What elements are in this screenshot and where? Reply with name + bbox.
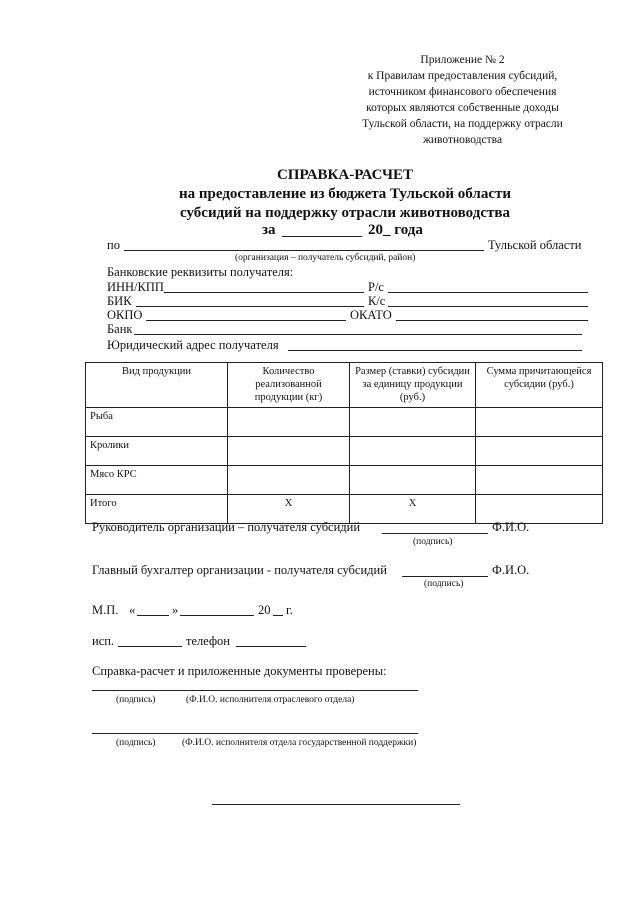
- head-label: Руководитель организации – получателя субсидий: [92, 520, 361, 534]
- dept-executor-hint: (Ф.И.О. исполнителя отраслевого отдела): [186, 695, 355, 705]
- bik-label: БИК: [107, 294, 132, 308]
- cell-sum[interactable]: [476, 437, 603, 466]
- date-year-prefix: 20: [258, 603, 271, 617]
- rs-label: Р/с: [368, 280, 384, 294]
- state-executor-hint: (Ф.И.О. исполнителя отдела государственной поддержки): [182, 738, 417, 748]
- header-quantity: Количество реализованной продукции (кг): [228, 363, 350, 408]
- document-title: [160, 166, 530, 223]
- cell-product: Рыба: [86, 408, 228, 437]
- date-month-field[interactable]: [180, 615, 254, 616]
- cell-qty[interactable]: [228, 437, 350, 466]
- title-line-2: на предоставление из бюджета Тульской области: [179, 186, 511, 202]
- okpo-label: ОКПО: [107, 308, 143, 322]
- okato-field[interactable]: [396, 320, 588, 321]
- accountant-signature-hint: (подпись): [424, 579, 464, 589]
- accountant-signature-field[interactable]: [402, 576, 488, 577]
- date-day-field[interactable]: [137, 615, 169, 616]
- rs-field[interactable]: [388, 292, 588, 293]
- date-year-suffix: г.: [286, 603, 293, 617]
- appendix-line: источником финансового обеспечения: [368, 86, 557, 98]
- accountant-fio: Ф.И.О.: [492, 563, 530, 577]
- title-line-1: СПРАВКА-РАСЧЕТ: [276, 167, 414, 183]
- appendix-line: Приложение № 2: [420, 54, 505, 66]
- inn-field[interactable]: [164, 292, 364, 293]
- period-field[interactable]: [282, 236, 362, 237]
- header-sum: Сумма причитающейся субсидии (руб.): [476, 363, 603, 408]
- cell-product: Итого: [86, 495, 228, 524]
- table-row: [86, 437, 603, 466]
- state-executor-signature-line[interactable]: [92, 733, 418, 734]
- cell-rate[interactable]: [350, 408, 476, 437]
- appendix-line: к Правилам предоставления субсидий,: [367, 70, 558, 82]
- cell-sum[interactable]: [476, 466, 603, 495]
- header-rate: Размер (ставки) субсидии за единицу продукции (руб.): [350, 363, 476, 408]
- po-label: по: [107, 238, 120, 252]
- state-signature-hint: (подпись): [116, 738, 156, 748]
- okpo-field[interactable]: [146, 320, 346, 321]
- appendix-note: [345, 52, 580, 148]
- bank-field[interactable]: [134, 334, 582, 335]
- cell-qty[interactable]: [228, 466, 350, 495]
- ks-field[interactable]: [388, 306, 588, 307]
- cell-product: Мясо КРС: [86, 466, 228, 495]
- region-label: Тульской области: [488, 238, 582, 252]
- head-fio: Ф.И.О.: [492, 520, 530, 534]
- title-year: 20_ года: [368, 222, 423, 238]
- bank-details-title: Банковские реквизиты получателя:: [107, 265, 294, 279]
- ks-label: К/с: [368, 294, 386, 308]
- table-row: [86, 408, 603, 437]
- dept-executor-signature-line[interactable]: [92, 690, 418, 691]
- phone-label: телефон: [186, 634, 230, 648]
- dept-signature-hint: (подпись): [116, 695, 156, 705]
- head-signature-field[interactable]: [382, 533, 488, 534]
- cell-sum[interactable]: [476, 408, 603, 437]
- appendix-line: Тульской области, на поддержку отрасли: [362, 118, 563, 130]
- okato-label: ОКАТО: [350, 308, 392, 322]
- accountant-label: Главный бухгалтер организации - получателя субсидий: [92, 563, 387, 577]
- checked-label: Справка-расчет и приложенные документы проверены:: [92, 664, 387, 678]
- cell-rate: Х: [350, 495, 476, 524]
- legal-address-field[interactable]: [288, 350, 582, 351]
- appendix-line: животноводства: [422, 134, 503, 146]
- cell-product: Кролики: [86, 437, 228, 466]
- appendix-line: которых являются собственные доходы: [366, 102, 559, 114]
- title-za: за: [262, 222, 276, 238]
- executor-field[interactable]: [118, 646, 182, 647]
- organization-field[interactable]: [124, 250, 484, 251]
- subsidy-table: [85, 362, 603, 524]
- date-year-field[interactable]: [273, 615, 283, 616]
- table-header-row: [86, 363, 603, 408]
- cell-qty[interactable]: [228, 408, 350, 437]
- footer-separator: [212, 804, 460, 805]
- title-line-3: субсидий на поддержку отрасли животноводства: [180, 205, 510, 221]
- executor-label: исп.: [92, 634, 115, 648]
- bik-field[interactable]: [136, 306, 364, 307]
- inn-label: ИНН/КПП: [107, 280, 164, 294]
- legal-address-label: Юридический адрес получателя: [107, 338, 279, 352]
- mp-label: М.П.: [92, 603, 119, 617]
- cell-rate[interactable]: [350, 437, 476, 466]
- phone-field[interactable]: [236, 646, 306, 647]
- date-quote-open: «: [129, 603, 136, 617]
- bank-label: Банк: [107, 322, 133, 336]
- table-row: [86, 466, 603, 495]
- head-signature-hint: (подпись): [413, 537, 453, 547]
- date-quote-close: »: [172, 603, 179, 617]
- organization-hint: (организация – получатель субсидий, район): [235, 253, 416, 263]
- cell-qty: Х: [228, 495, 350, 524]
- header-product-type: Вид продукции: [86, 363, 228, 408]
- cell-rate[interactable]: [350, 466, 476, 495]
